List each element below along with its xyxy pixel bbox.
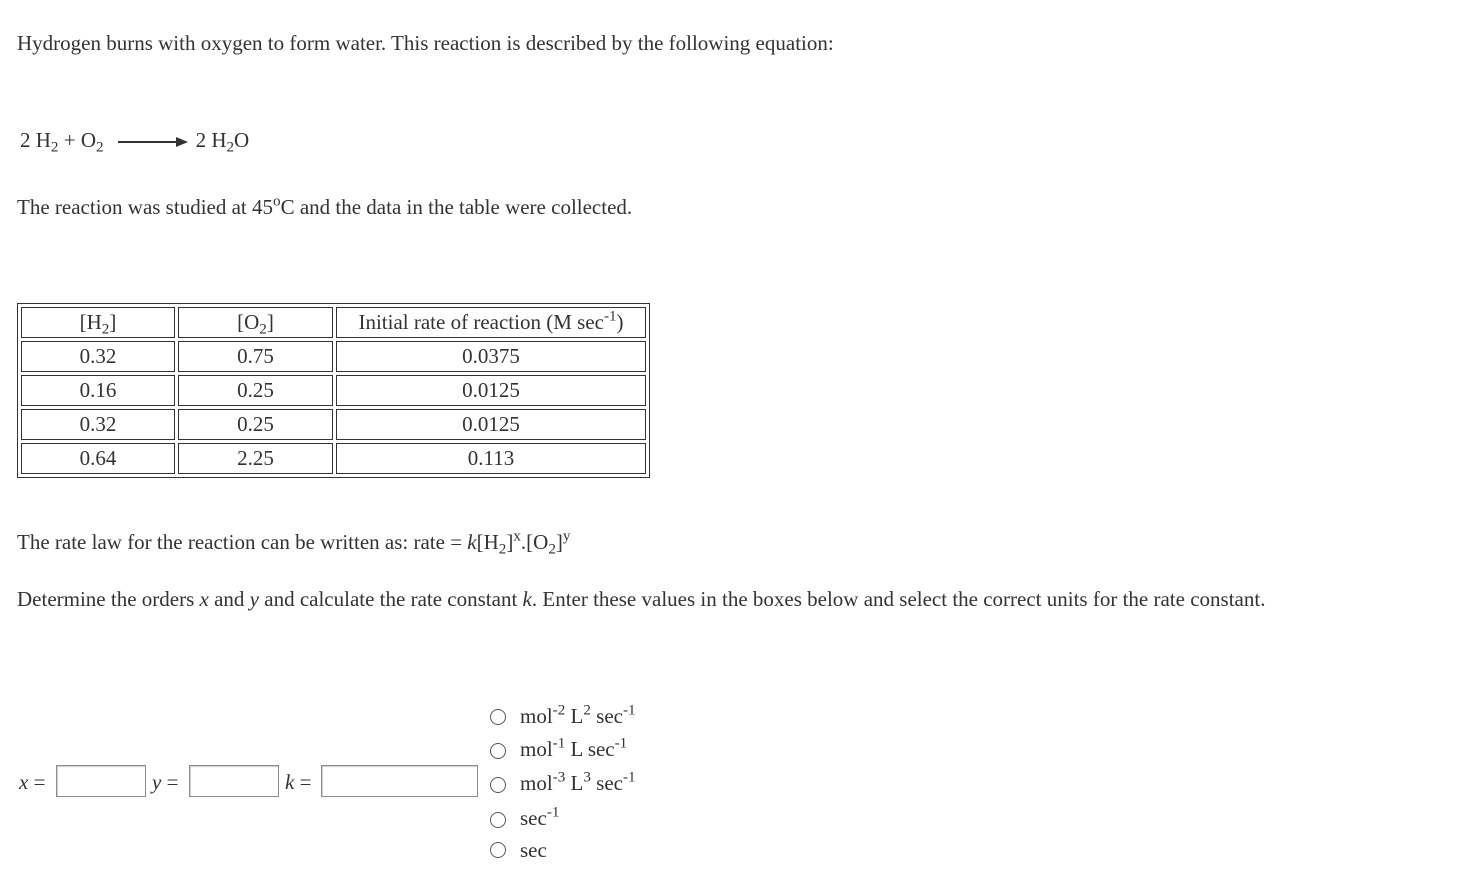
det-k: k — [522, 587, 532, 611]
reactant-h2: 2 H — [20, 128, 51, 152]
rate-close: ) — [616, 310, 624, 334]
u2as: -1 — [552, 735, 566, 752]
unit-option-5[interactable] — [520, 838, 547, 863]
cell-h2: 0.64 — [21, 443, 175, 474]
cell-o2: 0.75 — [178, 341, 333, 372]
rate-law-prefix: The rate law for the reaction can be written as: rate = — [17, 530, 468, 554]
rate-law-h-close: ] — [506, 530, 514, 554]
cell-h2: 0.32 — [21, 341, 175, 372]
det-p3: and calculate the rate constant — [259, 587, 523, 611]
x-var: x — [19, 770, 29, 794]
y-var: y — [152, 770, 162, 794]
det-x: x — [199, 587, 209, 611]
reactant-o2: + O — [58, 128, 96, 152]
rate-law-h-sub: 2 — [498, 541, 507, 558]
u4a: sec — [520, 806, 547, 830]
unit-radio-3[interactable] — [490, 777, 506, 793]
cell-h2: 0.32 — [21, 409, 175, 440]
rate-data-table — [17, 303, 650, 478]
unit-option-3[interactable] — [520, 771, 636, 796]
cell-rate: 0.113 — [336, 443, 646, 474]
rate-constant-input[interactable] — [321, 765, 478, 797]
o-sub: 2 — [259, 321, 267, 338]
unit-option-4[interactable] — [520, 806, 559, 831]
unit-option-1[interactable] — [520, 704, 636, 729]
subscript: 2 — [226, 139, 235, 156]
x-order-input[interactable] — [56, 765, 146, 797]
reaction-arrow-icon — [118, 141, 186, 143]
product-h2o: 2 H — [195, 128, 227, 152]
cell-h2: 0.16 — [21, 375, 175, 406]
rate-law-o: .[O — [520, 530, 549, 554]
u1b: L — [565, 704, 584, 728]
k-eq: = — [294, 770, 312, 794]
y-order-input[interactable] — [189, 765, 279, 797]
u2a: mol — [520, 737, 553, 761]
unit-radio-4[interactable] — [490, 812, 506, 828]
cell-o2: 0.25 — [178, 375, 333, 406]
header-o2 — [178, 307, 333, 338]
u3as: -3 — [552, 769, 566, 786]
cell-o2: 2.25 — [178, 443, 333, 474]
rate-law-o-sub: 2 — [548, 541, 556, 558]
rate-law-k: k — [467, 530, 477, 554]
x-eq: = — [28, 770, 46, 794]
study-conditions-text — [17, 195, 632, 220]
det-p1: Determine the orders — [17, 587, 200, 611]
u3a: mol — [520, 771, 553, 795]
o-close: ] — [266, 310, 274, 334]
unit-radio-5[interactable] — [490, 842, 506, 858]
u5a: sec — [520, 838, 547, 862]
o-open: [O — [237, 310, 260, 334]
u3c: sec — [590, 771, 623, 795]
u1a: mol — [520, 704, 553, 728]
table-header-row — [21, 307, 646, 338]
chemical-equation — [20, 128, 250, 156]
x-label — [19, 770, 45, 795]
det-p2: and — [208, 587, 250, 611]
h-open: [H — [79, 310, 102, 334]
cell-rate: 0.0125 — [336, 409, 646, 440]
rate-sup: -1 — [603, 308, 617, 325]
u1as: -2 — [552, 702, 566, 719]
degree-sup: o — [273, 193, 281, 210]
u1bs: 2 — [583, 702, 591, 719]
u2bs: -1 — [614, 735, 628, 752]
k-label — [285, 770, 311, 795]
table-row — [21, 409, 646, 440]
header-rate — [336, 307, 646, 338]
rate-law-y: y — [562, 528, 571, 545]
subscript: 2 — [50, 139, 59, 156]
u3bs: 3 — [583, 769, 591, 786]
intro-text: Hydrogen burns with oxygen to form water. This reaction is described by the following equation: — [17, 31, 834, 55]
unit-radio-2[interactable] — [490, 743, 506, 759]
u3b: L — [565, 771, 584, 795]
det-y: y — [249, 587, 259, 611]
rate-text: Initial rate of reaction (M sec — [358, 310, 604, 334]
cell-o2: 0.25 — [178, 409, 333, 440]
u3cs: -1 — [622, 769, 636, 786]
u4as: -1 — [546, 804, 560, 821]
cell-rate: 0.0375 — [336, 341, 646, 372]
u1c: sec — [590, 704, 623, 728]
product-tail: O — [234, 128, 250, 152]
instructions-text — [17, 587, 1265, 612]
unit-option-2[interactable] — [520, 737, 627, 762]
h-sub: 2 — [101, 321, 110, 338]
k-var: k — [285, 770, 295, 794]
table-row — [21, 375, 646, 406]
rate-law-x: x — [513, 528, 521, 545]
header-h2 — [21, 307, 175, 338]
table-row — [21, 443, 646, 474]
y-label — [152, 770, 178, 795]
unit-radio-1[interactable] — [490, 709, 506, 725]
study-prefix: The reaction was studied at 45 — [17, 195, 273, 219]
det-p4: . Enter these values in the boxes below and select the correct units for the rate constant. — [531, 587, 1266, 611]
cell-rate: 0.0125 — [336, 375, 646, 406]
y-eq: = — [161, 770, 179, 794]
rate-law-o-close: ] — [555, 530, 563, 554]
rate-law-text — [17, 528, 571, 558]
study-suffix: C and the data in the table were collected. — [280, 195, 633, 219]
table-row — [21, 341, 646, 372]
u1cs: -1 — [622, 702, 636, 719]
subscript: 2 — [96, 139, 104, 156]
rate-law-h: [H — [476, 530, 499, 554]
h-close: ] — [109, 310, 117, 334]
u2b: L sec — [565, 737, 615, 761]
